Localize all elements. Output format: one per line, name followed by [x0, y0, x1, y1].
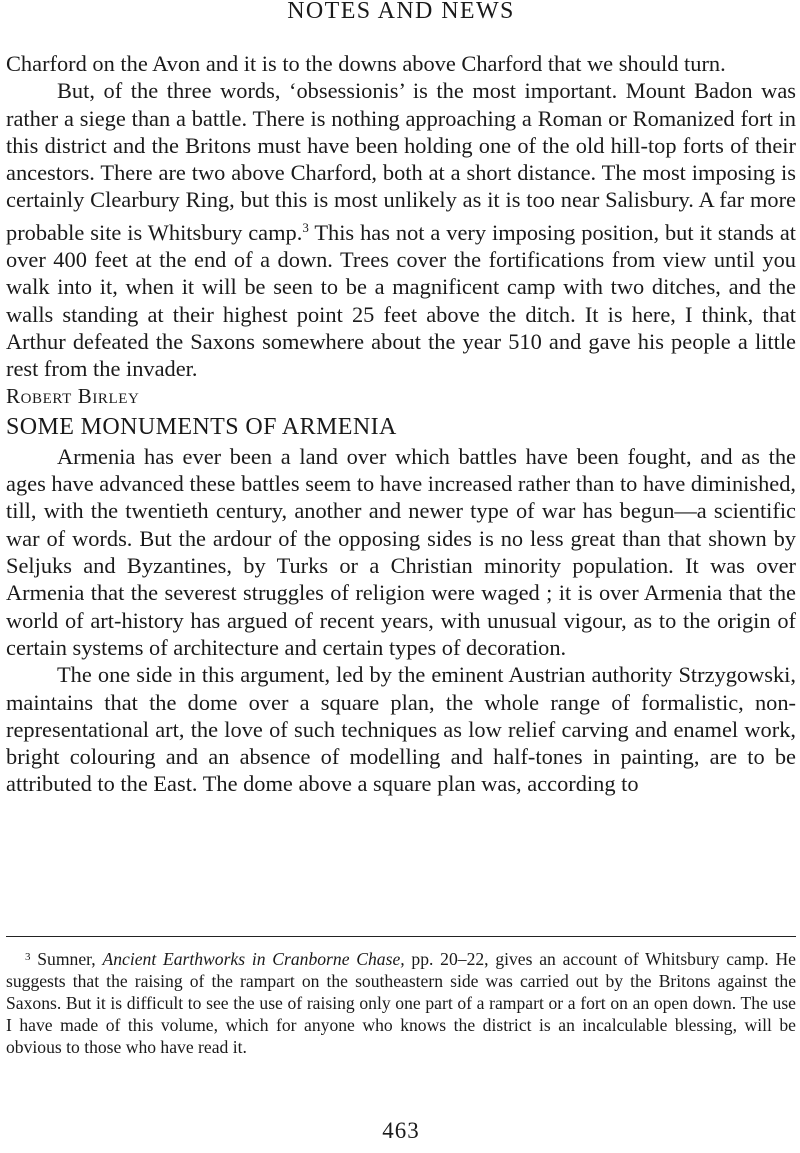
footnote: [6, 946, 796, 1058]
page-number: 463: [382, 1118, 420, 1143]
main-text: [6, 50, 796, 798]
paragraph-text: This has not a very imposing position, but it stands at over 400 feet at the end of a down. Trees cover the fortifications from view until you walk into it, when it will be seen to be a magnificent camp with two ditches, and the walls standing at their highest point 25 feet above the ditch. It is here, I think, that Arthur defeated the Saxons somewhere about the year 510 and gave his people a little rest from the invader.: [6, 219, 796, 382]
footnote-number: 3: [25, 951, 31, 963]
cited-work-title: Ancient Earthworks in Cranborne Chase,: [102, 949, 405, 969]
paragraph: [6, 77, 796, 382]
footnote-body: pp. 20–22, gives an account of Whitsbury camp. He suggests that the raising of the rampart on the southeastern side was carried out by the Britons against the Saxons. But it is difficult to see the use of raising only one part of a rampart or a fort on an open down. The use I have made of this volume, which for anyone who knows the district is an incalculable blessing, will be obvious to those who have read it.: [6, 949, 796, 1057]
footnote-reference: 3: [302, 219, 309, 235]
author-signature: Robert Birley: [6, 383, 140, 408]
paragraph: The one side in this argument, led by the eminent Austrian authority Strzygowski, maintains that the dome over a square plan, the whole range of formalistic, non-representational art, the love of such techniques as low relief carving and enamel work, bright colouring and an absence of modelling and half-tones in painting, are to be attributed to the East. The dome above a square plan was, according to: [6, 662, 796, 797]
running-header: NOTES AND NEWS: [287, 0, 515, 24]
article-heading: SOME MONUMENTS OF ARMENIA: [6, 413, 397, 440]
footnote-pre: Sumner,: [37, 949, 96, 969]
footnote-text: [6, 946, 796, 1058]
paragraph: Armenia has ever been a land over which battles have been fought, and as the ages have advanced these battles seem to have increased rather than to have diminished, till, with the twentieth century, another and newer type of war has begun—a scientific war of words. But the ardour of the opposing sides is no less great than that shown by Seljuks and Byzantines, by Turks or a Christian minority population. It was over Armenia that the severest struggles of religion were waged ; it is over Armenia that the world of art-history has argued of recent years, with unusual vigour, as to the origin of certain systems of architecture and certain types of decoration.: [6, 443, 796, 660]
footnote-divider: [6, 936, 796, 937]
paragraph-text: But, of the three words, ‘obsessionis’ is the most important. Mount Badon was rather a siege than a battle. There is nothing approaching a Roman or Romanized fort in this district and the Britons must have been holding one of the old hill-top forts of their ancestors. There are two above Charford, both at a short distance. The most imposing is certainly Clearbury Ring, but this is most unlikely as it is too near Salisbury. A far more probable site is Whitsbury camp.: [6, 78, 796, 245]
paragraph: Charford on the Avon and it is to the downs above Charford that we should turn.: [6, 51, 726, 76]
